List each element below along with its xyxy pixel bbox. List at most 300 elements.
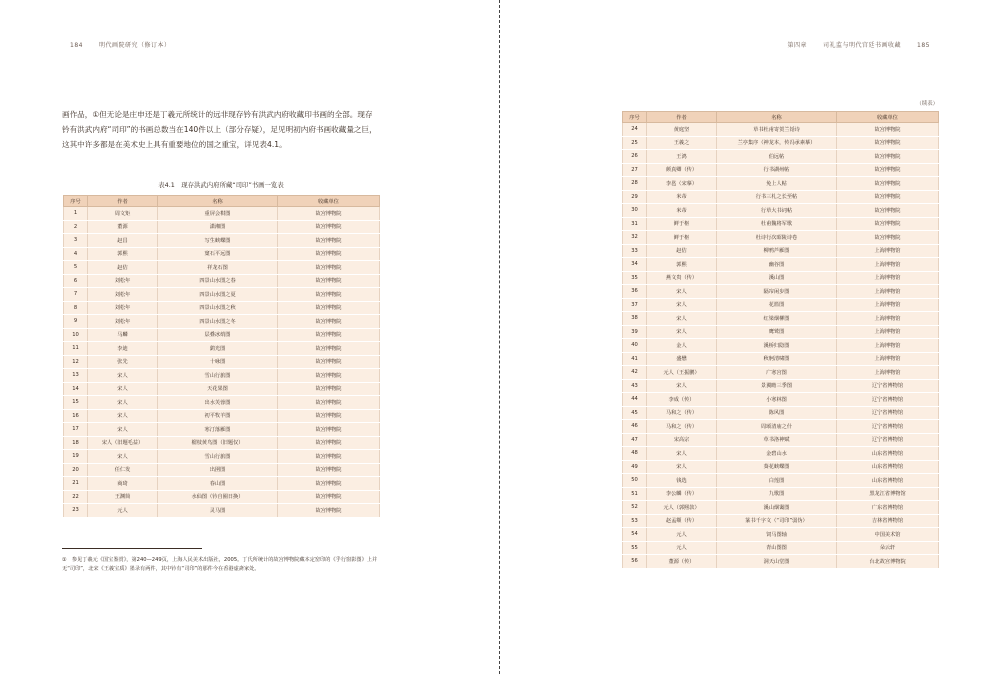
col-index-cell: 23	[64, 504, 88, 518]
table-row	[64, 436, 380, 450]
col-author-header: 作者	[647, 112, 717, 123]
col-collection-cell: 故宫博物院	[837, 231, 939, 245]
col-title-cell: 杜诗行次昭陵诗卷	[717, 231, 837, 245]
col-title-cell: 天花果图	[158, 382, 278, 396]
col-title-cell: 免上人帖	[717, 177, 837, 191]
table-row	[64, 342, 380, 356]
col-title-cell: 溪山烟霭图	[717, 501, 837, 515]
col-index-cell: 7	[64, 288, 88, 302]
col-index-cell: 22	[64, 490, 88, 504]
col-title-cell: 灵马图	[158, 504, 278, 518]
col-title-cell: 秋舸清啸图	[717, 352, 837, 366]
col-author-cell: 周文矩	[88, 207, 158, 221]
col-title-cell: 周颂清庙之什	[717, 420, 837, 434]
col-title-cell: 初平牧羊图	[158, 409, 278, 423]
col-title-cell: 幽谷图	[717, 258, 837, 272]
col-author-cell: 王鸿	[647, 150, 717, 164]
col-collection-cell: 故宫博物院	[837, 190, 939, 204]
col-collection-cell: 上海博物馆	[837, 258, 939, 272]
right-page	[501, 0, 1000, 674]
col-collection-cell: 朵云轩	[837, 541, 939, 555]
chapter-label: 第四章	[787, 42, 808, 49]
table-row	[64, 477, 380, 491]
col-title-cell: 四景山水图之冬	[158, 315, 278, 329]
col-author-header: 作者	[88, 196, 158, 207]
col-author-cell: 张先	[88, 355, 158, 369]
col-index-cell: 55	[623, 541, 647, 555]
table-row	[623, 271, 939, 285]
col-author-cell: 郭熙	[647, 258, 717, 272]
col-title-cell: 红梁烟柳图	[717, 312, 837, 326]
col-collection-cell: 故宫博物院	[837, 123, 939, 137]
col-collection-cell: 上海博物馆	[837, 312, 939, 326]
col-author-cell: 马和之（传）	[647, 420, 717, 434]
col-author-cell: 宋人	[88, 369, 158, 383]
table-row	[623, 379, 939, 393]
col-collection-cell: 故宫博物院	[278, 207, 380, 221]
col-title-cell: 花篮图	[717, 298, 837, 312]
col-index-cell: 28	[623, 177, 647, 191]
col-collection-cell: 山东省博物馆	[837, 447, 939, 461]
table-row	[64, 315, 380, 329]
col-index-cell: 47	[623, 433, 647, 447]
col-title-cell: 广寒宫图	[717, 366, 837, 380]
table-row	[64, 247, 380, 261]
col-index-cell: 21	[64, 477, 88, 491]
col-author-cell: 宋人	[647, 447, 717, 461]
table-row	[623, 352, 939, 366]
col-index-cell: 37	[623, 298, 647, 312]
col-collection-cell: 故宫博物院	[837, 177, 939, 191]
col-index-cell: 46	[623, 420, 647, 434]
col-collection-cell: 辽宁省博物馆	[837, 393, 939, 407]
table-row	[623, 285, 939, 299]
table-row	[64, 463, 380, 477]
col-author-cell: 宋人	[88, 382, 158, 396]
col-index-header: 序号	[623, 112, 647, 123]
col-title-cell: 窠石平远图	[158, 247, 278, 261]
col-collection-cell: 台北故宫博物院	[837, 555, 939, 569]
col-index-cell: 19	[64, 450, 88, 464]
table-row	[623, 177, 939, 191]
col-collection-cell: 上海博物馆	[837, 352, 939, 366]
col-collection-cell: 故宫博物院	[837, 163, 939, 177]
col-author-cell: 李邕（宋摹）	[647, 177, 717, 191]
col-index-cell: 34	[623, 258, 647, 272]
col-index-cell: 16	[64, 409, 88, 423]
col-author-cell: 宋人	[647, 285, 717, 299]
col-author-cell: 鲜于枢	[647, 231, 717, 245]
col-title-cell: 层叠冰绡图	[158, 328, 278, 342]
col-index-cell: 25	[623, 136, 647, 150]
col-collection-cell: 山东省博物馆	[837, 474, 939, 488]
col-author-cell: 赵孟頫（传）	[647, 514, 717, 528]
table-row	[623, 163, 939, 177]
footnote: ① 参见丁羲元《国宝鉴赏》，第240—249页，上海人民美术出版社，2005。丁氏所统计的故宫博物院藏本定窑印的《乎行窗影图》上并无“司印”，北宋《王羲宝质》墨录有两件，其中钤有“司印”的那件今在香港虚斋家处。	[62, 557, 378, 572]
col-title-cell: 草书杜甫寄贺兰铦诗	[717, 123, 837, 137]
col-title-cell: 写生蛱蝶图	[158, 234, 278, 248]
col-author-cell: 刘松年	[88, 274, 158, 288]
col-author-cell: 李迪	[88, 342, 158, 356]
col-title-cell: 溪山图	[717, 271, 837, 285]
table-caption: 表4.1 现存洪武内府所藏“司印”书画一览表	[158, 181, 284, 189]
table-row	[64, 274, 380, 288]
left-book-title: 明代画院研究（修订本）	[98, 42, 171, 49]
col-collection-cell: 故宫博物院	[278, 369, 380, 383]
col-collection-cell: 辽宁省博物馆	[837, 420, 939, 434]
col-title-cell: 四景山水图之秋	[158, 301, 278, 315]
col-index-cell: 54	[623, 528, 647, 542]
col-title-cell: 九歌图	[717, 487, 837, 501]
table-row	[64, 220, 380, 234]
col-author-cell: 董源（传）	[647, 555, 717, 569]
col-title-cell: 重屏会棋图	[158, 207, 278, 221]
col-title-cell: 出水芙蓉图	[158, 396, 278, 410]
col-author-cell: 赵佶	[88, 261, 158, 275]
col-index-cell: 2	[64, 220, 88, 234]
col-title-cell: 柳鸦芦雁图	[717, 244, 837, 258]
table-row	[64, 301, 380, 315]
page-fold-divider	[499, 0, 500, 674]
col-title-cell: 鹞光图	[158, 342, 278, 356]
table-row	[64, 504, 380, 518]
body-paragraph	[62, 107, 380, 152]
col-collection-cell: 广东省博物馆	[837, 501, 939, 515]
table-row	[623, 433, 939, 447]
col-collection-cell: 故宫博物院	[278, 261, 380, 275]
col-index-cell: 17	[64, 423, 88, 437]
col-title-cell: 祥龙石图	[158, 261, 278, 275]
col-index-cell: 35	[623, 271, 647, 285]
right-running-header	[780, 40, 938, 49]
table-body	[64, 207, 380, 518]
col-index-cell: 8	[64, 301, 88, 315]
col-author-cell: 赵昌	[88, 234, 158, 248]
col-index-cell: 1	[64, 207, 88, 221]
col-index-cell: 13	[64, 369, 88, 383]
col-index-cell: 41	[623, 352, 647, 366]
col-index-cell: 38	[623, 312, 647, 326]
col-collection-cell: 故宫博物院	[278, 436, 380, 450]
col-index-cell: 36	[623, 285, 647, 299]
table-row	[623, 406, 939, 420]
footnote-rule	[62, 548, 202, 549]
col-author-cell: 宋人	[647, 312, 717, 326]
col-collection-cell: 故宫博物院	[278, 450, 380, 464]
col-collection-cell: 山东省博物馆	[837, 460, 939, 474]
col-index-cell: 15	[64, 396, 88, 410]
col-index-cell: 20	[64, 463, 88, 477]
col-index-cell: 5	[64, 261, 88, 275]
col-author-cell: 宋人	[647, 460, 717, 474]
col-collection-cell: 故宫博物院	[278, 342, 380, 356]
col-collection-cell: 故宫博物院	[278, 315, 380, 329]
col-author-cell: 钱选	[647, 474, 717, 488]
table-row	[64, 490, 380, 504]
col-author-cell: 金人	[647, 339, 717, 353]
col-title-cell: 兰亭集序（神龙本，传冯承素摹）	[717, 136, 837, 150]
table-row	[623, 123, 939, 137]
col-title-cell: 金碧山水	[717, 447, 837, 461]
continued-label: （续表）	[916, 101, 938, 107]
col-index-cell: 9	[64, 315, 88, 329]
col-index-cell: 39	[623, 325, 647, 339]
col-author-cell: 马和之（传）	[647, 406, 717, 420]
col-collection-cell: 吉林省博物馆	[837, 514, 939, 528]
table-row	[623, 217, 939, 231]
table-row	[623, 474, 939, 488]
col-title-cell: 陈风图	[717, 406, 837, 420]
col-title-header: 名称	[717, 112, 837, 123]
col-collection-cell: 辽宁省博物馆	[837, 433, 939, 447]
col-author-cell: 燕文贵（传）	[647, 271, 717, 285]
col-title-cell: 四景山水图之春	[158, 274, 278, 288]
table-row	[623, 136, 939, 150]
col-title-cell: 雪山行旅图	[158, 369, 278, 383]
col-author-cell: 元人	[647, 541, 717, 555]
col-title-cell: 潇湘图	[158, 220, 278, 234]
col-title-cell: 雪山行旅图	[158, 450, 278, 464]
table-row	[623, 420, 939, 434]
left-page-number: 184	[70, 42, 83, 49]
col-author-cell: 宋人	[88, 423, 158, 437]
col-collection-cell: 故宫博物院	[837, 204, 939, 218]
col-author-cell: 刘松年	[88, 315, 158, 329]
col-collection-cell: 上海博物馆	[837, 244, 939, 258]
col-index-cell: 29	[623, 190, 647, 204]
col-index-cell: 11	[64, 342, 88, 356]
col-index-cell: 30	[623, 204, 647, 218]
table-row	[623, 501, 939, 515]
col-title-cell: 出圉图	[158, 463, 278, 477]
col-title-cell: 景翼瞻三季图	[717, 379, 837, 393]
col-index-cell: 33	[623, 244, 647, 258]
table-row	[64, 409, 380, 423]
col-author-cell: 宋人	[647, 298, 717, 312]
table-row	[623, 393, 939, 407]
right-page-number: 185	[917, 42, 930, 49]
col-author-cell: 鲜于枢	[647, 217, 717, 231]
col-collection-cell: 故宫博物院	[278, 382, 380, 396]
table-row	[64, 355, 380, 369]
table-row	[64, 328, 380, 342]
col-index-cell: 4	[64, 247, 88, 261]
col-collection-cell: 故宫博物院	[278, 220, 380, 234]
table-row	[623, 325, 939, 339]
table-row	[64, 450, 380, 464]
table-row	[623, 244, 939, 258]
col-index-cell: 3	[64, 234, 88, 248]
col-index-cell: 10	[64, 328, 88, 342]
col-index-cell: 56	[623, 555, 647, 569]
col-author-cell: 元人（郭熙款）	[647, 501, 717, 515]
table-row	[623, 366, 939, 380]
table-row	[623, 339, 939, 353]
col-collection-cell: 故宫博物院	[837, 150, 939, 164]
col-author-cell: 赵佶	[647, 244, 717, 258]
table-row	[623, 528, 939, 542]
table-row	[64, 396, 380, 410]
col-author-cell: 元人（王振鹏）	[647, 366, 717, 380]
col-collection-cell: 故宫博物院	[278, 355, 380, 369]
col-title-cell: 饲马图轴	[717, 528, 837, 542]
col-index-cell: 32	[623, 231, 647, 245]
col-collection-cell: 故宫博物院	[278, 396, 380, 410]
col-collection-cell: 辽宁省博物馆	[837, 406, 939, 420]
col-author-cell: 颜真卿（传）	[647, 163, 717, 177]
col-title-cell: 鹰鹫图	[717, 325, 837, 339]
table-row	[64, 261, 380, 275]
table-row	[623, 541, 939, 555]
col-author-cell: 王羲之	[647, 136, 717, 150]
col-collection-cell: 黑龙江省博物馆	[837, 487, 939, 501]
col-title-cell: 伯远帖	[717, 150, 837, 164]
col-author-cell: 元人	[88, 504, 158, 518]
chapter-title: 司礼监与明代宫廷书画收藏	[823, 42, 902, 49]
table-row	[623, 460, 939, 474]
col-author-cell: 元人	[647, 528, 717, 542]
col-collection-cell: 上海博物馆	[837, 339, 939, 353]
col-collection-cell: 故宫博物院	[278, 247, 380, 261]
col-index-cell: 48	[623, 447, 647, 461]
col-title-cell: 行书湖州帖	[717, 163, 837, 177]
col-index-cell: 42	[623, 366, 647, 380]
table-row	[64, 423, 380, 437]
col-collection-cell: 上海博物馆	[837, 285, 939, 299]
table-row	[64, 369, 380, 383]
col-index-cell: 12	[64, 355, 88, 369]
col-collection-cell: 故宫博物院	[278, 463, 380, 477]
col-index-cell: 44	[623, 393, 647, 407]
col-title-cell: 隔帘闲步图	[717, 285, 837, 299]
col-title-cell: 草书洛神赋	[717, 433, 837, 447]
col-index-cell: 52	[623, 501, 647, 515]
col-title-cell: 葵花蛱蝶图	[717, 460, 837, 474]
table-row	[623, 258, 939, 272]
table-row	[623, 447, 939, 461]
col-author-cell: 宋人	[88, 396, 158, 410]
left-running-header	[62, 40, 178, 49]
col-collection-header: 收藏单位	[278, 196, 380, 207]
col-author-cell: 盛懋	[647, 352, 717, 366]
col-collection-cell: 故宫博物院	[278, 423, 380, 437]
col-collection-cell: 故宫博物院	[278, 504, 380, 518]
col-author-cell: 董源	[88, 220, 158, 234]
table-row	[623, 312, 939, 326]
table-row	[64, 382, 380, 396]
paragraph-text: 画作品，①但无论是庄申还是丁羲元所统计的远非现存钤有洪武内府收藏印书画的全部。现存钤有洪武内府“司印”的书画总数当在140件以上（部分存疑），足见明初内府书画收藏量之巨，这其中许多都是在美术史上具有重要地位的国之重宝，详见表4.1。	[62, 110, 377, 149]
col-author-cell: 马麟	[88, 328, 158, 342]
col-index-cell: 43	[623, 379, 647, 393]
col-author-cell: 商琦	[88, 477, 158, 491]
table-row	[623, 190, 939, 204]
col-author-cell: 王渊简	[88, 490, 158, 504]
col-author-cell: 米芾	[647, 190, 717, 204]
col-collection-cell: 辽宁省博物馆	[837, 379, 939, 393]
table-row	[623, 231, 939, 245]
col-index-cell: 26	[623, 150, 647, 164]
table-row	[64, 207, 380, 221]
col-author-cell: 宋人	[88, 450, 158, 464]
table-4-1	[63, 195, 380, 518]
col-index-cell: 51	[623, 487, 647, 501]
col-title-header: 名称	[158, 196, 278, 207]
col-author-cell: 郭熙	[88, 247, 158, 261]
col-title-cell: 小寒林图	[717, 393, 837, 407]
col-title-cell: 青山图图	[717, 541, 837, 555]
col-collection-cell: 故宫博物院	[278, 301, 380, 315]
left-page	[0, 0, 499, 674]
col-title-cell: 寒汀落雁图	[158, 423, 278, 437]
col-collection-cell: 故宫博物院	[278, 328, 380, 342]
col-author-cell: 宋高宗	[647, 433, 717, 447]
col-collection-cell: 上海博物馆	[837, 366, 939, 380]
col-index-cell: 45	[623, 406, 647, 420]
col-collection-cell: 故宫博物院	[837, 217, 939, 231]
col-index-cell: 40	[623, 339, 647, 353]
col-author-cell: 米芾	[647, 204, 717, 218]
col-author-cell: 刘松年	[88, 301, 158, 315]
col-author-cell: 李公麟（传）	[647, 487, 717, 501]
col-title-cell: 洞天山堂图	[717, 555, 837, 569]
col-title-cell: 十咏图	[158, 355, 278, 369]
col-collection-cell: 故宫博物院	[278, 274, 380, 288]
col-author-cell: 宋人（旧题毛益）	[88, 436, 158, 450]
col-index-cell: 6	[64, 274, 88, 288]
col-author-cell: 刘松年	[88, 288, 158, 302]
table-row	[64, 234, 380, 248]
col-collection-cell: 上海博物馆	[837, 298, 939, 312]
col-index-cell: 14	[64, 382, 88, 396]
col-collection-cell: 中国美术馆	[837, 528, 939, 542]
col-title-cell: 榴枝黄鸟图（旧题仅）	[158, 436, 278, 450]
col-title-cell: 溪桥归隐图	[717, 339, 837, 353]
col-index-header: 序号	[64, 196, 88, 207]
col-author-cell: 李成（传）	[647, 393, 717, 407]
col-title-cell: 杜甫魏将军歌	[717, 217, 837, 231]
table-4-1-continued	[622, 111, 939, 569]
col-index-cell: 53	[623, 514, 647, 528]
col-title-cell: 篆书千字文（“司印”弱伪）	[717, 514, 837, 528]
col-title-cell: 行草大书词帖	[717, 204, 837, 218]
col-author-cell: 宋人	[647, 379, 717, 393]
table-row	[623, 487, 939, 501]
col-index-cell: 27	[623, 163, 647, 177]
col-title-cell: 行书三札之长至帖	[717, 190, 837, 204]
table-row	[623, 555, 939, 569]
table-row	[64, 288, 380, 302]
col-collection-cell: 故宫博物院	[278, 288, 380, 302]
table-row	[623, 204, 939, 218]
col-title-cell: 四景山水图之夏	[158, 288, 278, 302]
col-collection-cell: 故宫博物院	[278, 477, 380, 491]
col-collection-cell: 故宫博物院	[278, 234, 380, 248]
table-header-row	[623, 112, 939, 123]
col-author-cell: 黄庭坚	[647, 123, 717, 137]
col-index-cell: 18	[64, 436, 88, 450]
table-body	[623, 123, 939, 569]
col-index-cell: 50	[623, 474, 647, 488]
col-collection-cell: 故宫博物院	[837, 136, 939, 150]
col-index-cell: 24	[623, 123, 647, 137]
col-author-cell: 任仁发	[88, 463, 158, 477]
col-collection-header: 收藏单位	[837, 112, 939, 123]
table-row	[623, 150, 939, 164]
col-collection-cell: 故宫博物院	[278, 409, 380, 423]
col-title-cell: 春山图	[158, 477, 278, 491]
col-title-cell: 水仙图（钤自圈日换）	[158, 490, 278, 504]
col-title-cell: 白莲图	[717, 474, 837, 488]
